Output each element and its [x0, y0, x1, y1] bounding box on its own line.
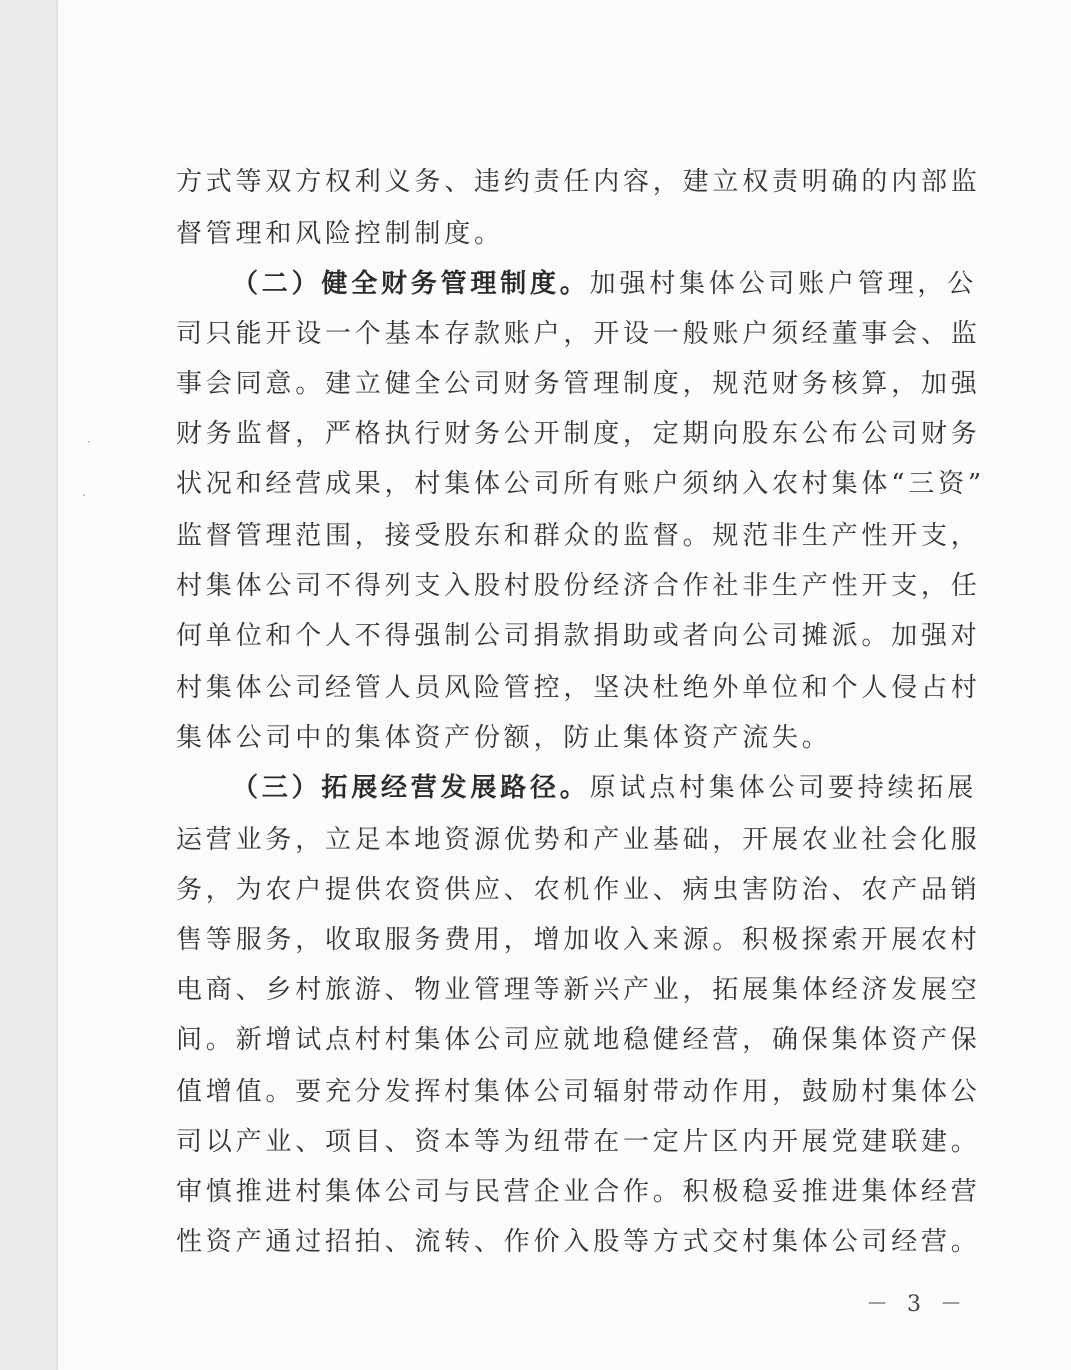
text-line: 司以产业、项目、资本等为纽带在一定片区内开展党建联建。	[176, 1127, 981, 1157]
text-line: 审慎推进村集体公司与民营企业合作。积极稳妥推进集体经营	[176, 1177, 981, 1207]
text-line: 售等服务，收取服务费用，增加收入来源。积极探索开展农村	[176, 925, 981, 955]
text-line: 何单位和个人不得强制公司捐款捐助或者向公司摊派。加强对	[176, 621, 981, 651]
text-line: 状况和经营成果，村集体公司所有账户须纳入农村集体“三资”	[176, 469, 985, 499]
page-number: － 3 －	[866, 1292, 968, 1317]
text-line: 间。新增试点村村集体公司应就地稳健经营，确保集体资产保	[176, 1025, 981, 1055]
text-line: 集体公司中的集体资产份额，防止集体资产流失。	[176, 723, 832, 753]
paragraph-3-first-line	[232, 772, 977, 804]
text-line: 财务监督，严格执行财务公开制度，定期向股东公布公司财务	[176, 419, 981, 449]
text-line: 村集体公司经管人员风险管控，坚决杜绝外单位和个人侵占村	[176, 673, 981, 703]
text-line: 运营业务，立足本地资源优势和产业基础，开展农业社会化服	[176, 825, 981, 855]
scan-speck	[83, 494, 85, 496]
scan-speck	[88, 441, 90, 443]
text-line: 务，为农户提供农资供应、农机作业、病虫害防治、农产品销	[176, 875, 981, 905]
paragraph-2-first-line	[232, 268, 977, 300]
text-line: 性资产通过招拍、流转、作价入股等方式交村集体公司经营。	[176, 1227, 981, 1257]
text-fragment: 加强村集体公司账户管理，公	[589, 269, 978, 299]
text-fragment: 原试点村集体公司要持续拓展	[589, 773, 978, 803]
text-line: 司只能开设一个基本存款账户，开设一般账户须经董事会、监	[176, 319, 981, 349]
section-heading: （二）健全财务管理制度。	[232, 269, 590, 299]
text-line: 事会同意。建立健全公司财务管理制度，规范财务核算，加强	[176, 369, 981, 399]
section-heading: （三）拓展经营发展路径。	[232, 773, 590, 803]
text-line: 督管理和风险控制制度。	[176, 219, 504, 249]
text-line: 电商、乡村旅游、物业管理等新兴产业，拓展集体经济发展空	[176, 975, 981, 1005]
text-line: 村集体公司不得列支入股村股份经济合作社非生产性开支，任	[176, 571, 981, 601]
text-line: 值增值。要充分发挥村集体公司辐射带动作用，鼓励村集体公	[176, 1077, 981, 1107]
text-line: 监督管理范围，接受股东和群众的监督。规范非生产性开支，	[176, 521, 981, 551]
text-line: 方式等双方权利义务、违约责任内容，建立权责明确的内部监	[176, 167, 981, 197]
